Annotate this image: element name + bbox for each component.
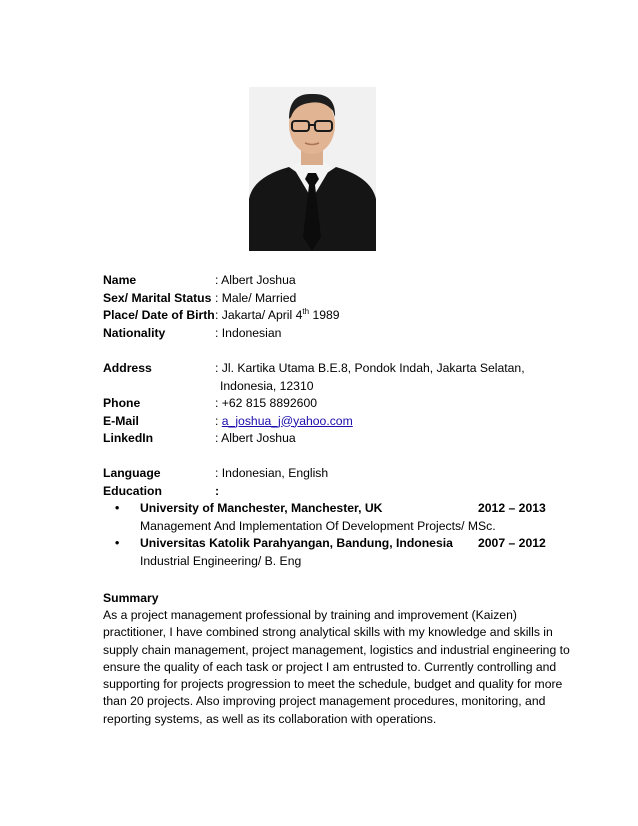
phone-value: : +62 815 8892600	[215, 396, 318, 410]
school-name: Universitas Katolik Parahyangan, Bandung, Indonesia	[140, 536, 453, 550]
address-value-line2: Indonesia, 12310	[220, 378, 314, 393]
degree-name: Management And Implementation Of Development Projects/ MSc.	[140, 518, 496, 533]
name-value: : Albert Joshua	[215, 273, 296, 287]
linkedin-value: : Albert Joshua	[215, 431, 296, 445]
linkedin-label: LinkedIn	[103, 431, 154, 445]
address-label: Address	[103, 361, 152, 375]
phone-label: Phone	[103, 396, 141, 410]
bullet-icon: •	[115, 536, 120, 550]
education-label: Education	[103, 483, 162, 498]
name-label: Name	[103, 273, 137, 287]
education-colon: :	[215, 483, 220, 498]
portrait-photo-icon	[249, 87, 376, 251]
language-label: Language	[103, 466, 161, 480]
email-label: E-Mail	[103, 413, 139, 428]
address-value: : Jl. Kartika Utama B.E.8, Pondok Indah, Jakarta Selatan,	[215, 361, 525, 375]
sex-marital-value: : Male/ Married	[215, 290, 297, 305]
bullet-icon: •	[115, 501, 120, 515]
birth-value: : Jakarta/ April 4th 1989	[215, 307, 340, 322]
education-years: 2012 – 2013	[478, 501, 546, 515]
degree-name: Industrial Engineering/ B. Eng	[140, 553, 302, 568]
email-value: : a_joshua_j@yahoo.com	[215, 413, 353, 428]
summary-text: As a project management professional by training and improvement (Kaizen) practitioner, I have combined strong analytical skills with my knowledge and skills in supply chain management, project management, logistics and industrial engineering to ensure the quality of each task or project I am entrusted to. Currently controlling and supporting for projects progression to meet the schedule, budget and quality for more than 20 projects. Also improving project management procedures, monitoring, and reporting systems, as well as its collaboration with operations.	[103, 608, 570, 726]
nationality-label: Nationality	[103, 325, 166, 340]
education-years: 2007 – 2012	[478, 536, 546, 550]
summary-heading: Summary	[103, 591, 159, 605]
language-value: : Indonesian, English	[215, 466, 329, 480]
birth-label: Place/ Date of Birth	[103, 308, 215, 322]
school-name: University of Manchester, Manchester, UK	[140, 501, 383, 515]
nationality-value: : Indonesian	[215, 325, 282, 340]
sex-marital-label: Sex/ Marital Status	[103, 290, 212, 305]
email-link[interactable]: a_joshua_j@yahoo.com	[221, 413, 353, 428]
profile-photo	[249, 87, 376, 251]
